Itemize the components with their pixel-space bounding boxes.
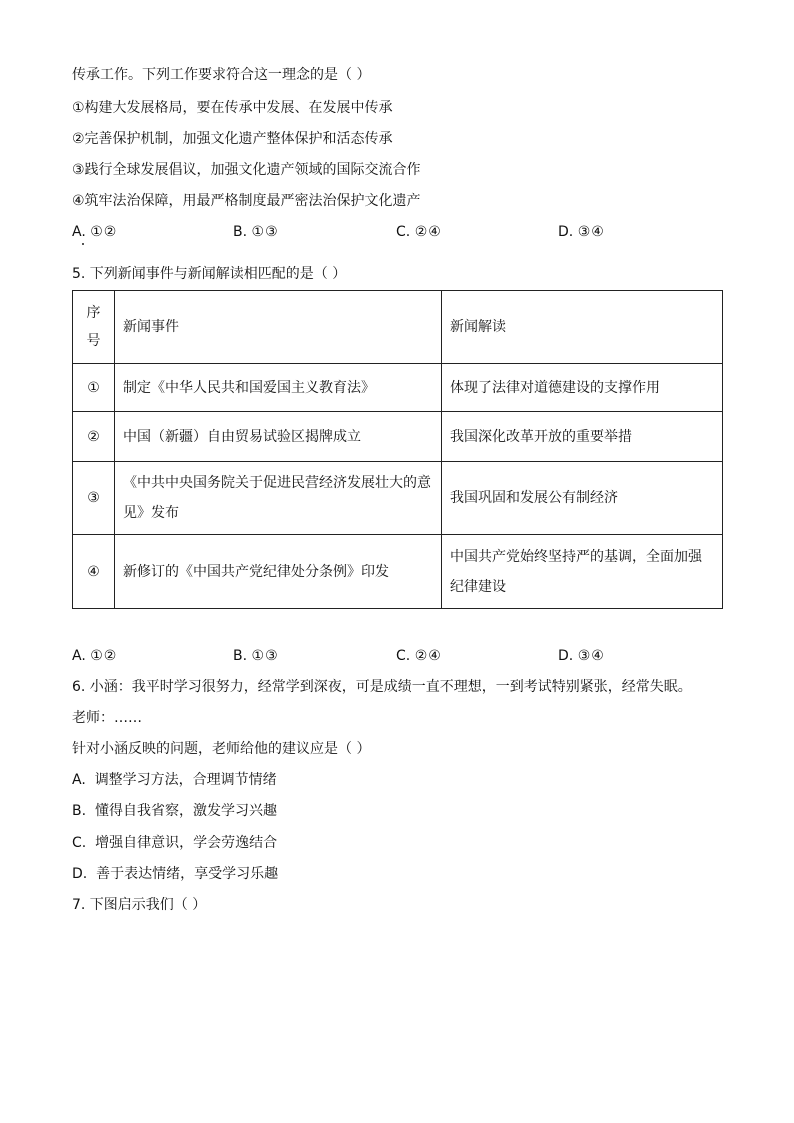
q5-option-b[interactable]: B. ①③ <box>233 648 279 664</box>
table-row <box>73 364 723 412</box>
row-4-event: 新修订的《中国共产党纪律处分条例》印发 <box>115 535 442 609</box>
q6-option-a[interactable]: A. 调整学习方法，合理调节情绪 <box>72 772 277 788</box>
table-row <box>73 412 723 462</box>
q4-stem: 传承工作。下列工作要求符合这一理念的是（ ） <box>72 67 371 83</box>
row-2-event: 中国（新疆）自由贸易试验区揭牌成立 <box>115 412 442 462</box>
q4-statement-2: ②完善保护机制，加强文化遗产整体保护和活态传承 <box>72 131 393 147</box>
row-4-reading: 中国共产党始终坚持严的基调，全面加强纪律建设 <box>442 535 723 609</box>
table-row <box>73 462 723 535</box>
q4-option-c[interactable]: C. ②④ <box>396 224 442 240</box>
q5-stem: 5. 下列新闻事件与新闻解读相匹配的是（ ） <box>72 266 347 282</box>
news-table <box>72 290 723 609</box>
row-4-num: ④ <box>73 535 115 609</box>
header-event: 新闻事件 <box>115 291 442 364</box>
header-num: 序号 <box>73 291 115 364</box>
row-3-reading: 我国巩固和发展公有制经济 <box>442 462 723 535</box>
q5-options <box>72 646 732 666</box>
row-2-num: ② <box>73 412 115 462</box>
header-reading: 新闻解读 <box>442 291 723 364</box>
q5-option-d[interactable]: D. ③④ <box>558 648 605 664</box>
q4-statement-4: ④筑牢法治保障，用最严格制度最严密法治保护文化遗产 <box>72 193 421 209</box>
q5-option-c[interactable]: C. ②④ <box>396 648 442 664</box>
q6-option-c[interactable]: C. 增强自律意识，学会劳逸结合 <box>72 835 278 851</box>
row-1-reading: 体现了法律对道德建设的支撑作用 <box>442 364 723 412</box>
q4-option-a[interactable]: A. ①② <box>72 224 118 240</box>
q4-option-d[interactable]: D. ③④ <box>558 224 605 240</box>
row-1-num: ① <box>73 364 115 412</box>
q6-stem-line-1: 6. 小涵：我平时学习很努力，经常学到深夜，可是成绩一直不理想，一到考试特别紧张，经常失眠。 <box>72 679 692 695</box>
row-3-num: ③ <box>73 462 115 535</box>
q4-option-b[interactable]: B. ①③ <box>233 224 279 240</box>
table-row <box>73 535 723 609</box>
q6-option-d[interactable]: D. 善于表达情绪，享受学习乐趣 <box>72 866 279 882</box>
q4-statement-1: ①构建大发展格局，要在传承中发展、在发展中传承 <box>72 100 393 116</box>
row-2-reading: 我国深化改革开放的重要举措 <box>442 412 723 462</box>
q6-option-b[interactable]: B. 懂得自我省察，激发学习兴趣 <box>72 803 277 819</box>
table-header-row <box>73 291 723 364</box>
row-1-event: 制定《中华人民共和国爱国主义教育法》 <box>115 364 442 412</box>
row-3-event: 《中共中央国务院关于促进民营经济发展壮大的意见》发布 <box>115 462 442 535</box>
q5-option-a[interactable]: A. ①② <box>72 648 118 664</box>
q6-stem-line-2: 老师：…… <box>72 710 142 726</box>
q4-statement-3: ③践行全球发展倡议，加强文化遗产领域的国际交流合作 <box>72 162 421 178</box>
stray-dot <box>82 243 84 245</box>
q6-stem-line-3: 针对小涵反映的问题，老师给他的建议应是（ ） <box>72 741 371 757</box>
q7-stem: 7. 下图启示我们（ ） <box>72 897 207 913</box>
q4-options <box>72 222 732 242</box>
